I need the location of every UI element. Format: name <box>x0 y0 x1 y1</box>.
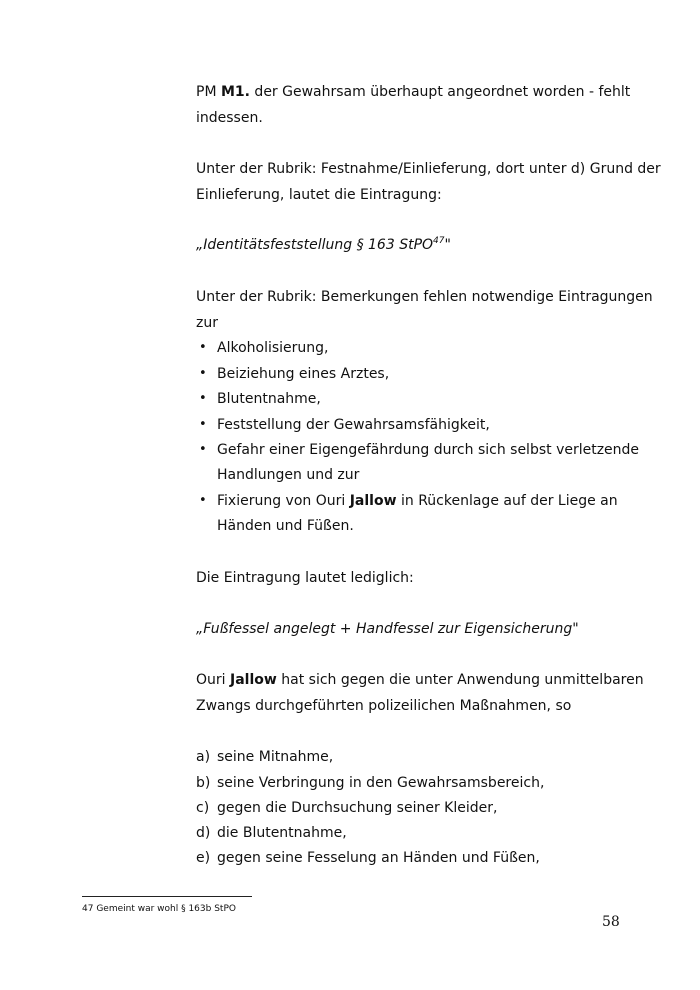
paragraph-1-line-1 <box>196 84 630 100</box>
paragraph-3-line-1: Unter der Rubrik: Bemerkungen fehlen notwendige Eintragungen <box>196 289 653 305</box>
bullet-item: Blutentnahme, <box>217 391 321 407</box>
bullet-marker: • <box>199 493 207 508</box>
footnote-47: 47 Gemeint war wohl § 163b StPO <box>82 904 236 914</box>
quote-text: „Identitätsfeststellung § 163 StPO <box>196 237 434 253</box>
text-fragment: in Rückenlage auf der Liege an <box>396 493 618 509</box>
bullet-item: Alkoholisierung, <box>217 340 329 356</box>
enum-label: e) <box>196 850 211 866</box>
text-fragment: Ouri <box>196 672 230 688</box>
bullet-item <box>217 493 618 509</box>
paragraph-5-line-1 <box>196 672 644 688</box>
enum-item: die Blutentnahme, <box>217 825 347 841</box>
bold-name: Jallow <box>349 493 397 509</box>
enum-label: c) <box>196 800 210 816</box>
page-number: 58 <box>602 914 620 930</box>
bold-name: Jallow <box>230 672 277 688</box>
bullet-item-continuation: Händen und Füßen. <box>217 518 354 534</box>
bullet-marker: • <box>199 366 207 381</box>
quote-identity-check <box>196 237 451 253</box>
text-fragment: der Gewahrsam überhaupt angeordnet worden - fehlt <box>249 84 631 100</box>
enum-item: gegen die Durchsuchung seiner Kleider, <box>217 800 498 816</box>
quote-close-mark: " <box>572 621 579 637</box>
text-fragment: PM <box>196 84 221 100</box>
text-fragment: hat sich gegen die unter Anwendung unmittelbaren <box>276 672 644 688</box>
bullet-marker: • <box>199 442 207 457</box>
bullet-marker: • <box>199 391 207 406</box>
text-fragment: Fixierung von Ouri <box>217 493 350 509</box>
bullet-marker: • <box>199 417 207 432</box>
paragraph-3-line-2: zur <box>196 315 218 331</box>
footnote-reference: 47 <box>433 236 445 246</box>
bullet-item: Feststellung der Gewahrsamsfähigkeit, <box>217 417 490 433</box>
enum-item: seine Verbringung in den Gewahrsamsbereich, <box>217 775 545 791</box>
paragraph-2-line-2: Einlieferung, lautet die Eintragung: <box>196 187 442 203</box>
footnote-divider <box>82 896 252 897</box>
enum-label: d) <box>196 825 211 841</box>
bullet-item: Beiziehung eines Arztes, <box>217 366 390 382</box>
quote-restraints <box>196 621 579 637</box>
bold-term: M1. <box>220 84 250 100</box>
enum-item: gegen seine Fesselung an Händen und Füßen, <box>217 850 540 866</box>
paragraph-2-line-1: Unter der Rubrik: Festnahme/Einlieferung, dort unter d) Grund der <box>196 161 661 177</box>
paragraph-5-line-2: Zwangs durchgeführten polizeilichen Maßnahmen, so <box>196 698 572 714</box>
quote-close-mark: " <box>444 237 451 253</box>
bullet-item: Gefahr einer Eigengefährdung durch sich selbst verletzende <box>217 442 640 458</box>
enum-label: a) <box>196 749 211 765</box>
bullet-marker: • <box>199 340 207 355</box>
enum-item: seine Mitnahme, <box>217 749 334 765</box>
paragraph-4: Die Eintragung lautet lediglich: <box>196 570 414 586</box>
bullet-item-continuation: Handlungen und zur <box>217 467 360 483</box>
enum-label: b) <box>196 775 211 791</box>
paragraph-1-line-2: indessen. <box>196 110 263 126</box>
quote-text: „Fußfessel angelegt + Handfessel zur Eigensicherung <box>196 621 573 637</box>
